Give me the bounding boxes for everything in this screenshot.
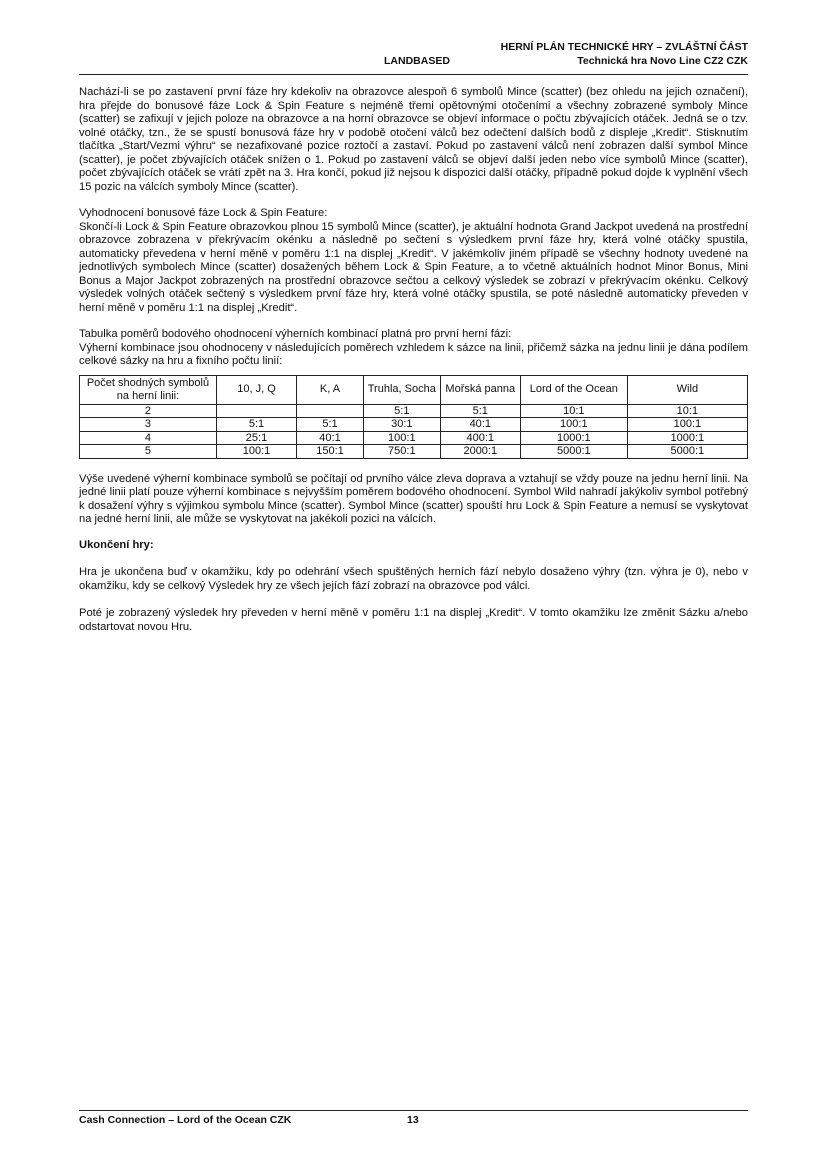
table-cell: 2 bbox=[80, 404, 217, 418]
table-cell: 100:1 bbox=[520, 418, 627, 432]
table-row bbox=[80, 404, 748, 418]
table-cell: 40:1 bbox=[440, 418, 520, 432]
table-row bbox=[80, 418, 748, 432]
paragraph-lock-spin-trigger: Nachází-li se po zastavení první fáze hry kdekoliv na obrazovce alespoň 6 symbolů Mince (scatter) (bez ohledu na jejich označení), hra přejde do bonusové fáze Lock & Spin Feature s nejméně třemi opětovnými otočeními a všechny zobrazené symboly Mince (scatter) se zafixují v jejich poloze na obrazovce a na horní obrazovce se objeví informace o počtu zbývajících otáček. Jedná se o tzv. volné otáčky, tzn., že se spustí bonusová fáze hry v podobě otočení válců bez odečtení dalších bodů z displeje „Kredit“. Stisknutím tlačítka „Start/Vezmi výhru“ se nezafixované pozice roztočí a zastaví. Pokud po zastavení válců není zobrazen další symbol Mince (scatter), je počet zbývajících otáček snížen o 1. Pokud po zastavení válců se objeví další jeden nebo více symbolů Mince (scatter), počet zbývajících otáček se vrátí zpět na 3. Hra končí, pokud již nejsou k dispozici další otáčky, případně pokud dojde k vyplnění všech 15 pozic na válcích symboly Mince (scatter). bbox=[79, 86, 748, 193]
header-title bbox=[501, 40, 748, 68]
table-cell: 2000:1 bbox=[440, 445, 520, 459]
header-title-line1: HERNÍ PLÁN TECHNICKÉ HRY – ZVLÁŠTNÍ ČÁST bbox=[500, 41, 748, 53]
header-title-line2: Technická hra Novo Line CZ2 CZK bbox=[577, 55, 748, 67]
table-cell: 1000:1 bbox=[627, 431, 747, 445]
table-cell: 150:1 bbox=[297, 445, 364, 459]
table-cell: 5:1 bbox=[363, 404, 440, 418]
paytable bbox=[79, 375, 748, 459]
paytable-header-cell: Wild bbox=[627, 375, 747, 404]
paytable-header-cell: Truhla, Socha bbox=[363, 375, 440, 404]
page-number: 13 bbox=[407, 1114, 419, 1126]
table-cell: 5:1 bbox=[216, 418, 296, 432]
bonus-evaluation-heading: Vyhodnocení bonusové fáze Lock & Spin Feature: bbox=[79, 207, 328, 219]
footer-title: Cash Connection – Lord of the Ocean CZK bbox=[79, 1114, 292, 1126]
table-cell: 10:1 bbox=[520, 404, 627, 418]
paytable-header-cell: Mořská panna bbox=[440, 375, 520, 404]
table-cell: 5000:1 bbox=[627, 445, 747, 459]
table-cell: 1000:1 bbox=[520, 431, 627, 445]
paragraph-game-end: Hra je ukončena buď v okamžiku, kdy po odehrání všech spuštěných herních fází nebylo dosaženo výhry (tzn. výhra je 0), nebo v okamžiku, kdy se celkový Výsledek hry ze všech jejích fází zobrazí na obrazovce pod válci. bbox=[79, 566, 748, 592]
paytable-header-cell: K, A bbox=[297, 375, 364, 404]
paytable-intro-text: Výherní kombinace jsou ohodnoceny v následujících poměrech vzhledem k sázce na linii, přičemž sázka na jednu linii je dána podílem celkové sázky na hru a fixního počtu linií: bbox=[79, 341, 748, 367]
paragraph-credit-transfer: Poté je zobrazený výsledek hry převeden v herní měně v poměru 1:1 na displej „Kredit“. V tomto okamžiku lze změnit Sázku a/nebo odstartovat novou Hru. bbox=[79, 607, 748, 633]
table-cell: 40:1 bbox=[297, 431, 364, 445]
page-header bbox=[79, 38, 748, 75]
table-cell: 30:1 bbox=[363, 418, 440, 432]
table-cell: 4 bbox=[80, 431, 217, 445]
table-cell: 5000:1 bbox=[520, 445, 627, 459]
document-body bbox=[79, 86, 748, 647]
table-cell: 25:1 bbox=[216, 431, 296, 445]
table-row bbox=[80, 445, 748, 459]
page-footer bbox=[79, 1110, 748, 1131]
bonus-evaluation-text: Skončí-li Lock & Spin Feature obrazovkou plnou 15 symbolů Mince (scatter), je aktuální hodnota Grand Jackpot uvedená na prostřední obrazovce zobrazena v překrývacím okénku a následně po sečtení s výsledkem první fáze hry, která volné otáčky spustila, automaticky převedena v herní měně v poměru 1:1 na displej „Kredit“. V jakémkoliv jiném případě se všechny hodnoty uvedené na jednotlivých symbolech Mince (scatter) dosažených během Lock & Spin Feature, a to včetně aktuálních hodnot Minor Bonus, Mini Bonus a Major Jackpot zobrazených na prostřední obrazovce sečtou a celkový výsledek se zobrazí v překrývacím okénku. Celkový výsledek volných otáček sečtený s výsledkem první fáze hry, která volné otáčky spustila, se poté následně automaticky převeden v herní měně v poměru 1:1 na displej „Kredit“. bbox=[79, 220, 748, 314]
table-row bbox=[80, 431, 748, 445]
paytable-heading: Tabulka poměrů bodového ohodnocení výherních kombinací platná pro první herní fázi: bbox=[79, 328, 512, 340]
table-cell: 5:1 bbox=[440, 404, 520, 418]
paytable-header-cell: Počet shodných symbolů na herní linii: bbox=[80, 375, 217, 404]
table-cell: 100:1 bbox=[627, 418, 747, 432]
table-cell: 100:1 bbox=[216, 445, 296, 459]
paytable-header-row bbox=[80, 375, 748, 404]
table-cell: 400:1 bbox=[440, 431, 520, 445]
table-cell: 10:1 bbox=[627, 404, 747, 418]
section-heading-game-end: Ukončení hry: bbox=[79, 538, 154, 551]
table-cell: 3 bbox=[80, 418, 217, 432]
table-cell bbox=[297, 404, 364, 418]
table-cell: 100:1 bbox=[363, 431, 440, 445]
table-cell: 5 bbox=[80, 445, 217, 459]
paragraph-bonus-evaluation bbox=[79, 207, 748, 315]
paragraph-win-rules: Výše uvedené výherní kombinace symbolů se počítají od prvního válce zleva doprava a vztahují se vždy pouze na jednu herní linii. Na jedné linii platí pouze výherní kombinace s nejvyšším poměrem bodového ohodnocení. Symbol Wild nahradí jakýkoliv symbol potřebný k dosažení výhry s výjimkou symbolu Mince (scatter). Symbol Mince (scatter) spouští hru Lock & Spin Feature a nemusí se vyskytovat na jedné herní linii, ale může se vyskytovat na jakékoli pozici na válcích. bbox=[79, 472, 748, 525]
paragraph-paytable-intro bbox=[79, 328, 748, 369]
paytable-header-cell: Lord of the Ocean bbox=[520, 375, 627, 404]
header-landbased: LANDBASED bbox=[384, 55, 450, 67]
paytable-header-cell: 10, J, Q bbox=[216, 375, 296, 404]
table-cell: 750:1 bbox=[363, 445, 440, 459]
table-cell bbox=[216, 404, 296, 418]
table-cell: 5:1 bbox=[297, 418, 364, 432]
